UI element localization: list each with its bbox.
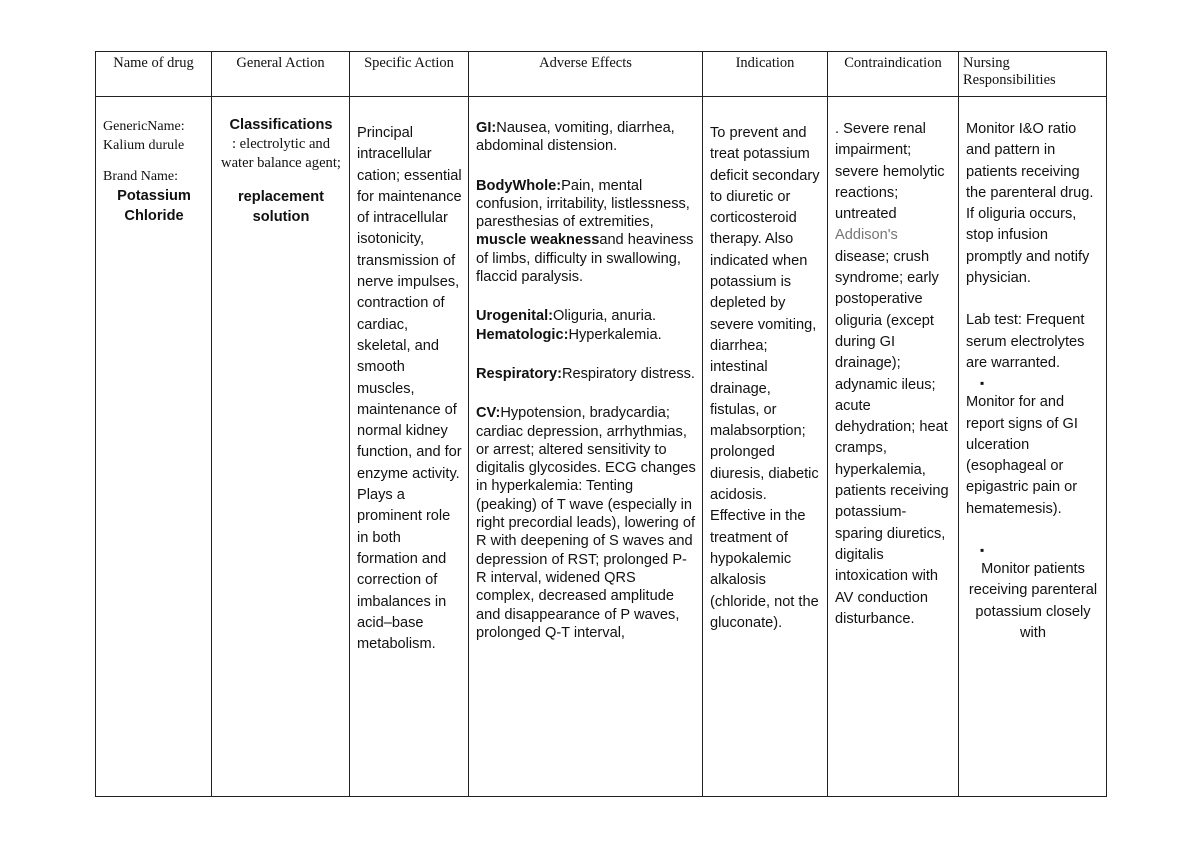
contra-text-1: . Severe renal impairment; severe hemolytic reactions; untreated — [835, 121, 945, 223]
cell-general-action — [212, 97, 350, 797]
adverse-gi — [476, 119, 696, 156]
adverse-uro-text: Oliguria, anuria. — [553, 308, 657, 325]
brand-name-value-2: Chloride — [124, 208, 184, 224]
nursing-gi-ulceration: Monitor for and report signs of GI ulceration (esophageal or epigastric pain or hematemesis). — [966, 394, 1078, 517]
adverse-resp-text: Respiratory distress. — [561, 365, 695, 382]
adverse-body-whole — [476, 177, 696, 287]
specific-action-text: Principal intracellular cation; essential for maintenance of intracellular isotonicity, transmission of nerve impulses, contraction of cardiac, skeletal, and smooth muscles, maintenance of normal kidney function, and for enzyme activity. Plays a prominent role in both formation and correction of imbalances in acid–base metabolism. — [357, 125, 462, 653]
adverse-urogenital — [476, 307, 696, 325]
drug-table — [95, 51, 1107, 797]
adverse-hema-label: Hematologic: — [476, 326, 569, 343]
cell-adverse-effects — [469, 97, 703, 797]
adverse-cv-label: CV: — [476, 405, 501, 422]
cell-nursing-responsibilities — [959, 97, 1107, 797]
adverse-cardiovascular — [476, 404, 696, 642]
adverse-gi-text: Nausea, vomiting, diarrhea, abdominal distension. — [476, 120, 675, 155]
adverse-resp-label: Respiratory: — [476, 365, 562, 382]
classifications-label: Classifications — [229, 117, 333, 133]
adverse-hema-text: Hyperkalemia. — [568, 326, 662, 343]
header-name-of-drug: Name of drug — [96, 52, 212, 97]
nursing-parenteral-monitor: Monitor patients receiving parenteral potassium closely with — [968, 561, 1098, 641]
adverse-body-text2: and heaviness of limbs, difficulty in swallowing, flaccid paralysis. — [476, 232, 694, 286]
indication-text: To prevent and treat potassium deficit secondary to diuretic or corticosteroid therapy. Also indicated when potassium is depleted by severe vomiting, diarrhea; intestinal drainage, fistulas, or malabsorption; prolonged diuresis, diabetic acidosis. Effective in the treatment of hypokalemic alkalosis (chloride, not the gluconate). — [710, 125, 820, 631]
adverse-cv-text: Hypotension, bradycardia; cardiac depression, arrhythmias, or arrest; altered sensitivity to digitalis glycosides. ECG changes in hyperkalemia: Tenting (peaking) of T wave (especially in right precordial leads), lowering of R with deepening of S waves and depression of RST; prolonged P-R interval, widened QRS complex, decreased amplitude and disappearance of P waves, prolonged Q-T interval, — [476, 405, 696, 641]
contra-addison: Addison's — [835, 227, 898, 244]
adverse-body-text: Pain, mental confusion, irritability, listlessness, paresthesias of extremities, — [476, 177, 690, 231]
generic-name-value: Kalium durule — [103, 138, 185, 153]
cell-contraindication — [828, 97, 959, 797]
contra-text-2: disease; crush syndrome; early postoperative oliguria (except during GI drainage); adynamic ileus; acute dehydration; heat cramps, hyperkalemia, patients receiving potassium-sparing diuretics, digitalis intoxication with AV conduction disturbance. — [835, 248, 949, 627]
drug-row — [96, 97, 1107, 797]
cell-indication — [703, 97, 828, 797]
adverse-gi-label: GI: — [476, 120, 497, 136]
cell-specific-action — [350, 97, 469, 797]
brand-name-value-1: Potassium — [117, 188, 191, 204]
header-adverse-effects: Adverse Effects — [469, 52, 703, 97]
brand-name-label: Brand Name: — [103, 169, 179, 184]
adverse-body-bold: muscle weakness — [476, 232, 600, 249]
nursing-monitor-io: Monitor I&O ratio and pattern in patients receiving the parenteral drug. If oliguria occurs, stop infusion promptly and notify physician. — [966, 121, 1094, 287]
classifications-text: : electrolytic and water balance agent; — [221, 136, 341, 171]
bullet-icon: ▪ — [980, 543, 985, 558]
bullet-icon: ▪ — [980, 376, 985, 391]
adverse-respiratory — [476, 365, 696, 383]
adverse-body-label: BodyWhole: — [476, 177, 562, 194]
header-contraindication: Contraindication — [828, 52, 959, 97]
header-nursing-responsibilities: Nursing Responsibilities — [959, 52, 1107, 97]
generic-name-label: GenericName: — [103, 119, 185, 134]
header-general-action: General Action — [212, 52, 350, 97]
replacement-solution: replacement solution — [238, 189, 324, 225]
header-indication: Indication — [703, 52, 828, 97]
nursing-lab-test: Lab test: Frequent serum electrolytes are warranted. — [966, 312, 1085, 371]
adverse-uro-label: Urogenital: — [476, 308, 554, 325]
cell-name-of-drug — [96, 97, 212, 797]
header-specific-action: Specific Action — [350, 52, 469, 97]
header-row — [96, 52, 1107, 97]
adverse-hematologic — [476, 326, 696, 344]
